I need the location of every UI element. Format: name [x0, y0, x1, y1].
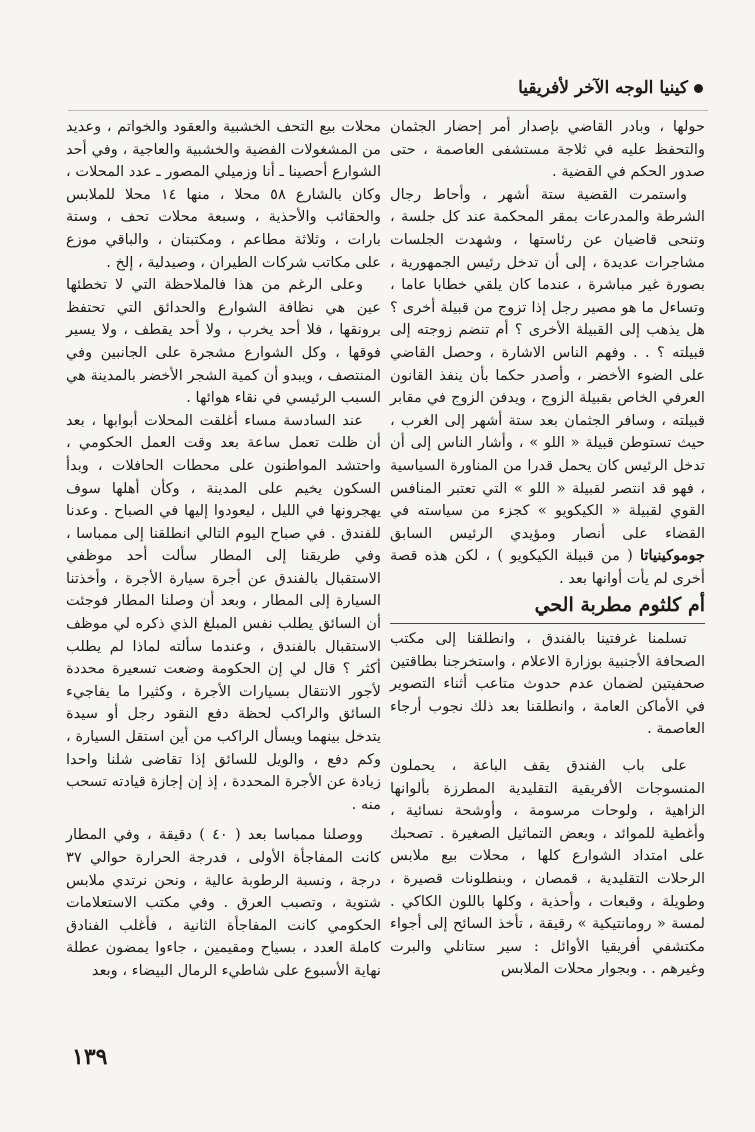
paragraph: محلات بيع التحف الخشبية والعقود والخواتم ، وعديد من المشغولات الفضية والخشبية والعاجية ، وفي أحد الشوارع أحصينا ـ أنا وزميلي المصور ـ عدد المحلات ، وكان بالشارع ٥٨ محلا ، منها ١٤ محلا للملابس والحقائب والأحذية ، وسبعة محلات تحف ، وستة بارات ، وثلاثة مطاعم ، ومكتبتان ، والباقي موزع على مكاتب شركات الطيران ، وصيدلية ، إلخ .: [66, 118, 381, 271]
paragraph: عند السادسة مساء أغلقت المحلات أبوابها ، بعد أن ظلت تعمل ساعة بعد وقت العمل الحكومي ، واحتشد المواطنون على محطات الحافلات ، وبدأ السكون يخيم على المدينة ، وكأن أهلها سوف يهجرونها في الليل ، ليعودوا إليها في الصباح . وعدنا للفندق . في صباح اليوم التالي انطلقنا إلى ممباسا ، وفي طريقنا إلى المطار سألت أحد موظفي الاستقبال بالفندق عن أجرة سيارة الأجرة ، وأخذتنا السيارة إلى المطار ، وبعد أن وصلنا المطار فوجئت أن السائق يطلب نفس المبلغ الذي ذكره لي موظف الاستقبال بالفندق ، وعندما سألته لماذا لم يطلب أكثر ؟ قال لي إن الحكومة وضعت تسعيرة محددة لأجور الانتقال بسيارات الأجرة ، وكثيرا ما يفاجيء السائق والراكب لحظة دفع النقود رجل أو سيدة يتدخل بينهما ويسأل الراكب من أين استقل السيارة ، وكم دفع ، والويل للسائق إذا تقاضى شلنا واحدا زيادة عن الأجرة المحددة ، إذ إن إجازة قيادته تسحب منه .: [66, 411, 381, 813]
section-subheading: أم كلثوم مطربة الحي: [390, 594, 705, 624]
left-column: [66, 116, 381, 983]
page-number: ١٣٩: [72, 1044, 108, 1070]
header-title: كينيا الوجه الآخر لأفريقيا: [518, 78, 688, 98]
running-header: [518, 78, 703, 98]
paragraph: حولها ، وبادر القاضي بإصدار أمر إحضار الجثمان والتحفظ عليه في ثلاجة مستشفى العاصمة ، حتى صدور الحكم في القضية .: [390, 118, 705, 181]
right-column: [390, 116, 705, 981]
paragraph: على باب الفندق يقف الباعة ، يحملون المنسوجات الأفريقية التقليدية المطرزة بألوانها الزاهية ، ولوحات مرسومة ، وأوشحة نسائية ، وأغطية للموائد ، وبعض التماثيل الصغيرة . تصحبك على امتداد الشوارع كلها ، محلات بيع ملابس الرحلات التقليدية ، قمصان ، وبنطلونات قصيرة ، وطويلة ، وقبعات ، وأحذية ، وكلها باللون الكاكي . لمسة « رومانتيكية » رقيقة ، تأخذ السائح إلى أجواء مكتشفي أفريقيا الأوائل : سير ستانلي والبرت وغيرهم . . وبجوار محلات الملابس: [390, 757, 705, 978]
header-rule: [68, 110, 708, 111]
paragraph-text: ( من قبيلة الكيكويو ) ، لكن هذه قصة أخرى لم يأت أوانها بعد .: [390, 547, 705, 587]
paragraph-text: واستمرت القضية ستة أشهر ، وأحاط رجال الشرطة والمدرعات بمقر المحكمة عند كل جلسة ، وتنحى قاضيان عن رئاستها ، وشهدت الجلسات مشاجرات عديدة ، إلى أن تدخل رئيس الجمهورية ، بصورة غير مباشرة ، عندما كان يلقي خطابا عاما ، وتساءل ما هو مصير رجل إذا تزوج من قبيلة أخرى ؟ هل يذهب إلى القبيلة الأخرى ؟ أم تنضم زوجته إلى قبيلته ؟ . . وفهم الناس الاشارة ، وحصل القاضي على الضوء الأخضر ، وأصدر حكما بأن ينفذ القانون العرفي الخاص بقبيلة الزوج ، ويدفن الزوج في مقابر قبيلته ، وسافر الجثمان بعد ستة أشهر إلى الغرب ، حيث تستوطن قبيلة « اللو » ، وأشار الناس إلى أن تدخل الرئيس كان يحمل قدرا من المناورة السياسية ، فهو قد انتصر لقبيلة « اللو » التي تعتبر المنافس القوي لقبيلة « الكيكويو » كجزء من سياسته في القضاء على أنصار ومؤيدي الرئيس السابق: [390, 185, 705, 542]
bullet-icon: [694, 84, 703, 93]
paragraph: ووصلنا ممباسا بعد ( ٤٠ ) دقيقة ، وفي المطار كانت المفاجأة الأولى ، فدرجة الحرارة حوالي ٣٧ درجة ، ونسبة الرطوبة عالية ، ونحن نرتدي ملابس شتوية ، وتصبب العرق . وفي مكتب الاستعلامات الحكومي كانت المفاجأة الثانية ، فأغلب الفنادق كاملة العدد ، بسياح ومقيمين ، جاءوا يمضون عطلة نهاية الأسبوع على شاطيء الرمال البيضاء ، وبعد: [66, 826, 381, 979]
name-emphasis: جوموكينياتا: [639, 547, 706, 565]
paragraph: [390, 184, 705, 591]
paragraph: وعلى الرغم من هذا فالملاحظة التي لا تخطئها عين هي نظافة الشوارع والحدائق التي تحتفظ برونقها ، فلا أحد يخرب ، ولا أحد يقطف ، ولا يسير فوقها ، وكل الشوارع مشجرة على الجانبين وفي المنتصف ، ويبدو أن كمية الشجر الأخضر بالمدينة هي السبب الرئيسي في نقاء هوائها .: [66, 276, 381, 407]
paragraph: تسلمنا غرفتينا بالفندق ، وانطلقنا إلى مكتب الصحافة الأجنبية بوزارة الاعلام ، واستخرجنا بطاقتين صحفيتين لضمان عدم حدوث متاعب أثناء التصوير في الأماكن العامة ، وانطلقنا بعد ذلك نجوب أرجاء العاصمة .: [390, 630, 705, 738]
